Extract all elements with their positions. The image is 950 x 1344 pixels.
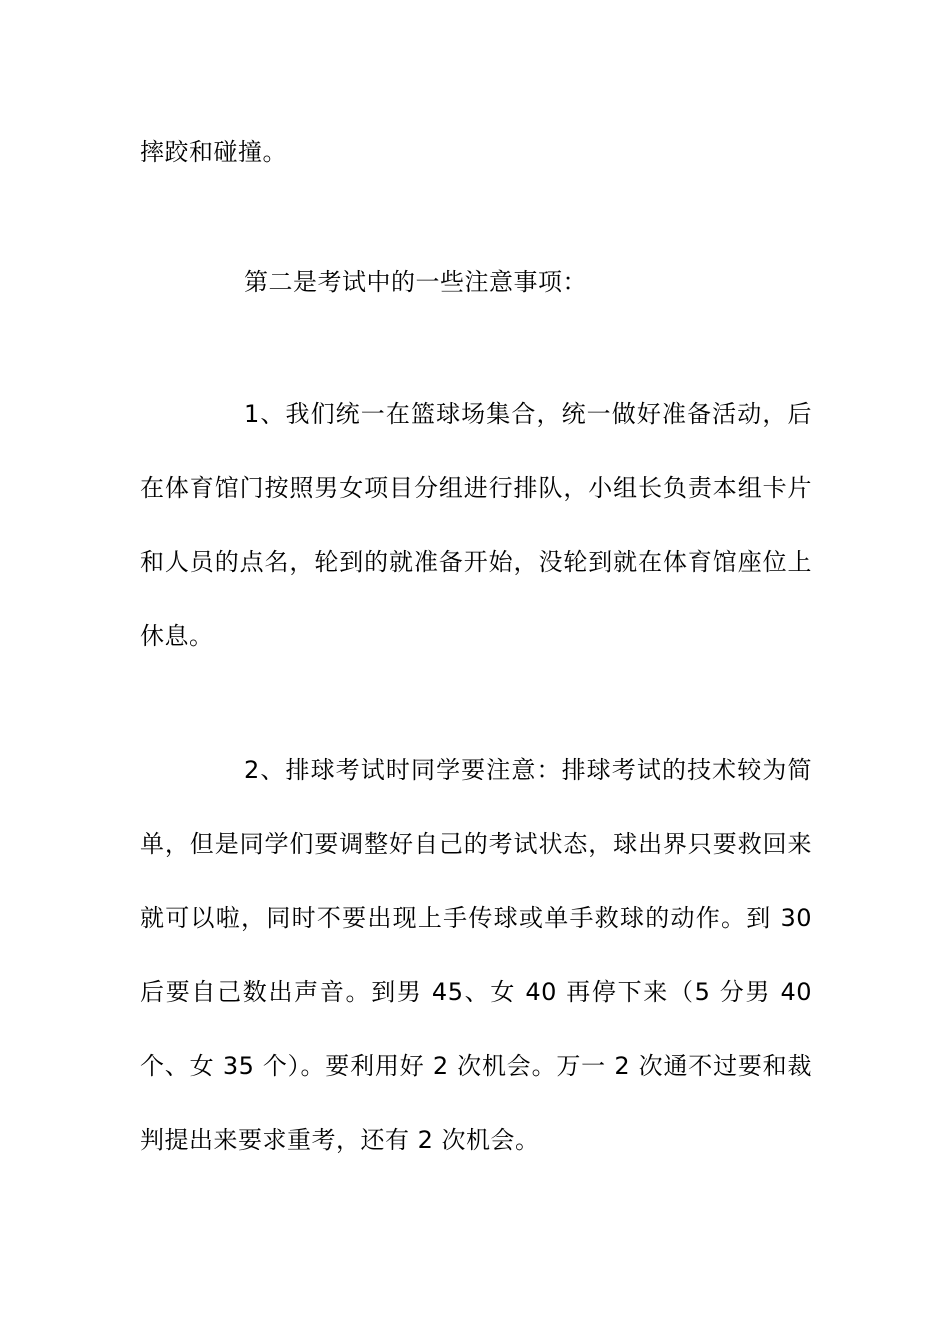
paragraph-continuation: 摔跤和碰撞。	[140, 138, 287, 166]
paragraph-item-1: 1、我们统一在篮球场集合，统一做好准备活动，后在体育馆门按照男女项目分组进行排队，小组长负责本组卡片和人员的点名，轮到的就准备开始，没轮到就在体育馆座位上休息。	[140, 400, 812, 650]
paragraph-section-heading: 第二是考试中的一些注意事项：	[244, 268, 587, 296]
paragraph-item-2: 2、排球考试时同学要注意：排球考试的技术较为简单，但是同学们要调整好自己的考试状态，球出界只要救回来就可以啦，同时不要出现上手传球或单手救球的动作。到 30 后要自己数出声音。到男 45、女 40 再停下来（5 分男 40 个、女 35 个）。要利用好 2 次机会。万一 2 次通不过要和裁判提出来要求重考，还有 2 次机会。	[140, 756, 812, 1154]
